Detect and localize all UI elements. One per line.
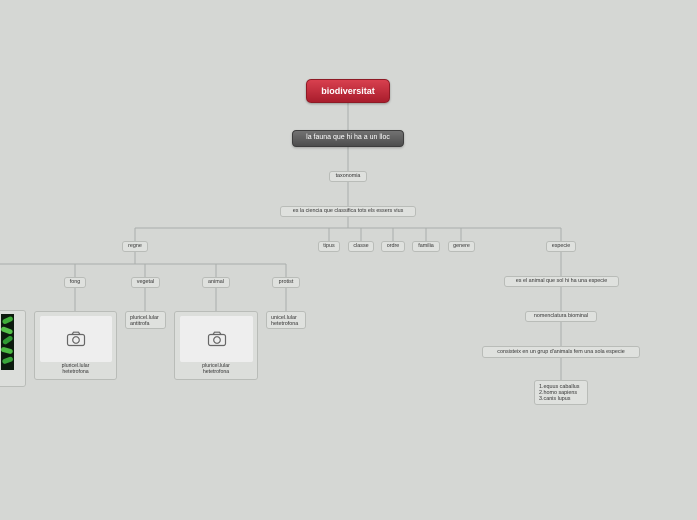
fong-image-card[interactable] bbox=[34, 311, 117, 380]
animal-caption: pluricel.lular hetetrofona bbox=[202, 363, 230, 376]
camera-icon bbox=[207, 331, 227, 347]
category-classe[interactable]: classe bbox=[348, 241, 374, 252]
examples-node[interactable]: 1.equus caballus 2.homo sapiens 3.canis lupus bbox=[534, 380, 588, 405]
main-topic-node[interactable]: la fauna que hi ha a un lloc bbox=[292, 130, 404, 147]
nomenclatura-node[interactable]: nomenclatura biominal bbox=[525, 311, 597, 322]
category-especie[interactable]: especie bbox=[546, 241, 576, 252]
category-genere[interactable]: genere bbox=[448, 241, 475, 252]
category-familia[interactable]: familia bbox=[412, 241, 440, 252]
image-placeholder bbox=[40, 316, 112, 362]
camera-icon bbox=[66, 331, 86, 347]
regne-fong[interactable]: fong bbox=[64, 277, 86, 288]
fong-caption: pluricel.lular hetetrofona bbox=[61, 363, 90, 376]
category-tipus[interactable]: tipus bbox=[318, 241, 340, 252]
taxonomia-node[interactable]: taxonomia bbox=[329, 171, 367, 182]
especie-definition[interactable]: es el animal que sol hi ha una especie bbox=[504, 276, 619, 287]
regne-protist[interactable]: protist bbox=[272, 277, 300, 288]
nomenclatura-description[interactable]: consisteix en un grup d'animals fem una sola especie bbox=[482, 346, 640, 358]
bacteria-image bbox=[1, 314, 14, 370]
vegetal-note[interactable]: pluricel.lular antitrofa bbox=[125, 311, 166, 329]
animal-image-card[interactable] bbox=[174, 311, 258, 380]
definition-node[interactable]: es la ciencia que classifica tots els essers vius bbox=[280, 206, 416, 217]
category-regne[interactable]: regne bbox=[122, 241, 148, 252]
protist-note[interactable]: unicel.lular hetetrofona bbox=[266, 311, 306, 329]
root-node[interactable]: biodiversitat bbox=[306, 79, 390, 103]
image-placeholder bbox=[180, 316, 253, 362]
regne-vegetal[interactable]: vegetal bbox=[131, 277, 160, 288]
bacteria-card[interactable] bbox=[0, 310, 26, 387]
category-ordre[interactable]: ordre bbox=[381, 241, 405, 252]
regne-animal[interactable]: animal bbox=[202, 277, 230, 288]
